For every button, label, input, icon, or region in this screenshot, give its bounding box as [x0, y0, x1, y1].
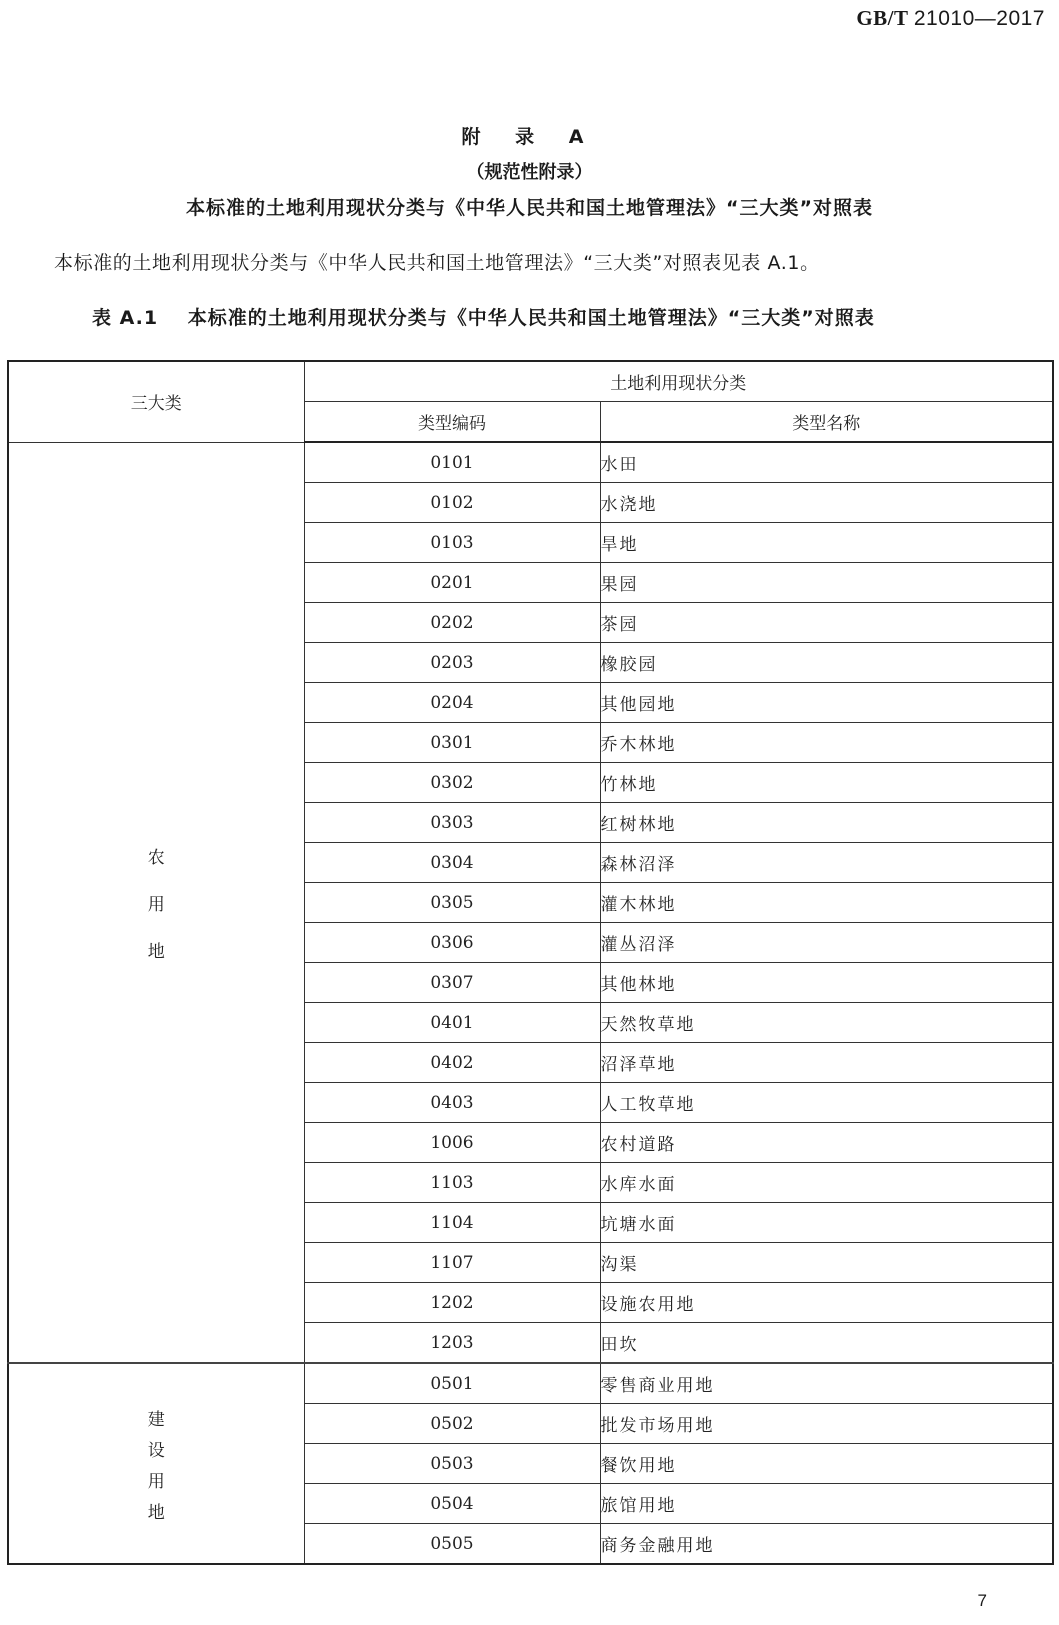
type-name-cell: 商务金融用地 — [600, 1524, 1053, 1565]
page-number: 7 — [977, 1591, 987, 1610]
land-use-comparison-table — [7, 360, 1054, 1565]
standard-code: 21010—2017 — [913, 7, 1045, 30]
type-name-cell: 农村道路 — [600, 1123, 1053, 1163]
type-code-cell: 0304 — [304, 843, 600, 883]
type-code-cell: 0203 — [304, 643, 600, 683]
type-name-cell: 其他园地 — [600, 683, 1053, 723]
type-code-cell: 1006 — [304, 1123, 600, 1163]
category-char: 地 — [147, 1502, 165, 1523]
type-name-cell: 茶园 — [600, 603, 1053, 643]
header-type-code: 类型编码 — [304, 402, 600, 443]
type-name-cell: 坑塘水面 — [600, 1203, 1053, 1243]
category-char: 用 — [147, 1471, 165, 1492]
category-char: 地 — [147, 941, 165, 962]
type-name-cell: 人工牧草地 — [600, 1083, 1053, 1123]
type-name-cell: 乔木林地 — [600, 723, 1053, 763]
category-label — [146, 821, 166, 984]
type-name-cell: 旱地 — [600, 523, 1053, 563]
type-code-cell: 0103 — [304, 523, 600, 563]
type-name-cell: 批发市场用地 — [600, 1404, 1053, 1444]
type-code-cell: 0306 — [304, 923, 600, 963]
type-code-cell: 0202 — [304, 603, 600, 643]
type-name-cell: 其他林地 — [600, 963, 1053, 1003]
type-code-cell: 1202 — [304, 1283, 600, 1323]
table-caption — [92, 303, 875, 330]
type-code-cell: 1104 — [304, 1203, 600, 1243]
type-name-cell: 零售商业用地 — [600, 1363, 1053, 1404]
type-code-cell: 0102 — [304, 483, 600, 523]
appendix-subtitle: （规范性附录） — [466, 162, 593, 183]
type-code-cell: 0302 — [304, 763, 600, 803]
category-char: 农 — [147, 847, 165, 868]
type-name-cell: 水浇地 — [600, 483, 1053, 523]
category-cell — [8, 1363, 304, 1564]
type-name-cell: 水库水面 — [600, 1163, 1053, 1203]
category-char: 建 — [147, 1409, 165, 1430]
type-code-cell: 0303 — [304, 803, 600, 843]
type-code-cell: 0301 — [304, 723, 600, 763]
type-name-cell: 水田 — [600, 442, 1053, 483]
type-code-cell: 0501 — [304, 1363, 600, 1404]
category-label — [146, 1399, 166, 1529]
intro-paragraph: 本标准的土地利用现状分类与《中华人民共和国土地管理法》“三大类”对照表见表 A.1。 — [54, 252, 820, 274]
type-name-cell: 餐饮用地 — [600, 1444, 1053, 1484]
table-row — [8, 1363, 1053, 1404]
type-name-cell: 竹林地 — [600, 763, 1053, 803]
type-name-cell: 橡胶园 — [600, 643, 1053, 683]
type-name-cell: 果园 — [600, 563, 1053, 603]
type-code-cell: 0502 — [304, 1404, 600, 1444]
type-code-cell: 1203 — [304, 1323, 600, 1364]
type-name-cell: 天然牧草地 — [600, 1003, 1053, 1043]
type-name-cell: 沼泽草地 — [600, 1043, 1053, 1083]
type-name-cell: 灌丛沼泽 — [600, 923, 1053, 963]
type-name-cell: 森林沼泽 — [600, 843, 1053, 883]
type-code-cell: 0201 — [304, 563, 600, 603]
header-land-use-classification: 土地利用现状分类 — [304, 361, 1053, 402]
type-name-cell: 灌木林地 — [600, 883, 1053, 923]
table-row — [8, 442, 1053, 483]
category-char: 用 — [147, 894, 165, 915]
standard-prefix: GB/T — [856, 6, 909, 30]
appendix-heading: 本标准的土地利用现状分类与《中华人民共和国土地管理法》“三大类”对照表 — [186, 197, 873, 219]
type-name-cell: 红树林地 — [600, 803, 1053, 843]
header-type-name: 类型名称 — [600, 402, 1053, 443]
type-name-cell: 田坎 — [600, 1323, 1053, 1364]
type-name-cell: 旅馆用地 — [600, 1484, 1053, 1524]
table-body — [8, 442, 1053, 1564]
category-cell — [8, 442, 304, 1363]
type-code-cell: 0204 — [304, 683, 600, 723]
type-code-cell: 0503 — [304, 1444, 600, 1484]
type-code-cell: 0403 — [304, 1083, 600, 1123]
table-header-row — [8, 361, 1053, 402]
type-code-cell: 0307 — [304, 963, 600, 1003]
table-caption-number: 表 A.1 — [92, 307, 159, 329]
type-code-cell: 0505 — [304, 1524, 600, 1565]
standard-number — [856, 6, 1045, 31]
type-name-cell: 沟渠 — [600, 1243, 1053, 1283]
type-name-cell: 设施农用地 — [600, 1283, 1053, 1323]
category-char: 设 — [147, 1440, 165, 1461]
type-code-cell: 1103 — [304, 1163, 600, 1203]
type-code-cell: 0402 — [304, 1043, 600, 1083]
header-three-categories: 三大类 — [8, 361, 304, 442]
type-code-cell: 0504 — [304, 1484, 600, 1524]
table-caption-title: 本标准的土地利用现状分类与《中华人民共和国土地管理法》“三大类”对照表 — [187, 307, 875, 329]
type-code-cell: 0401 — [304, 1003, 600, 1043]
type-code-cell: 1107 — [304, 1243, 600, 1283]
type-code-cell: 0101 — [304, 442, 600, 483]
type-code-cell: 0305 — [304, 883, 600, 923]
appendix-title: 附 录 A — [461, 126, 598, 148]
